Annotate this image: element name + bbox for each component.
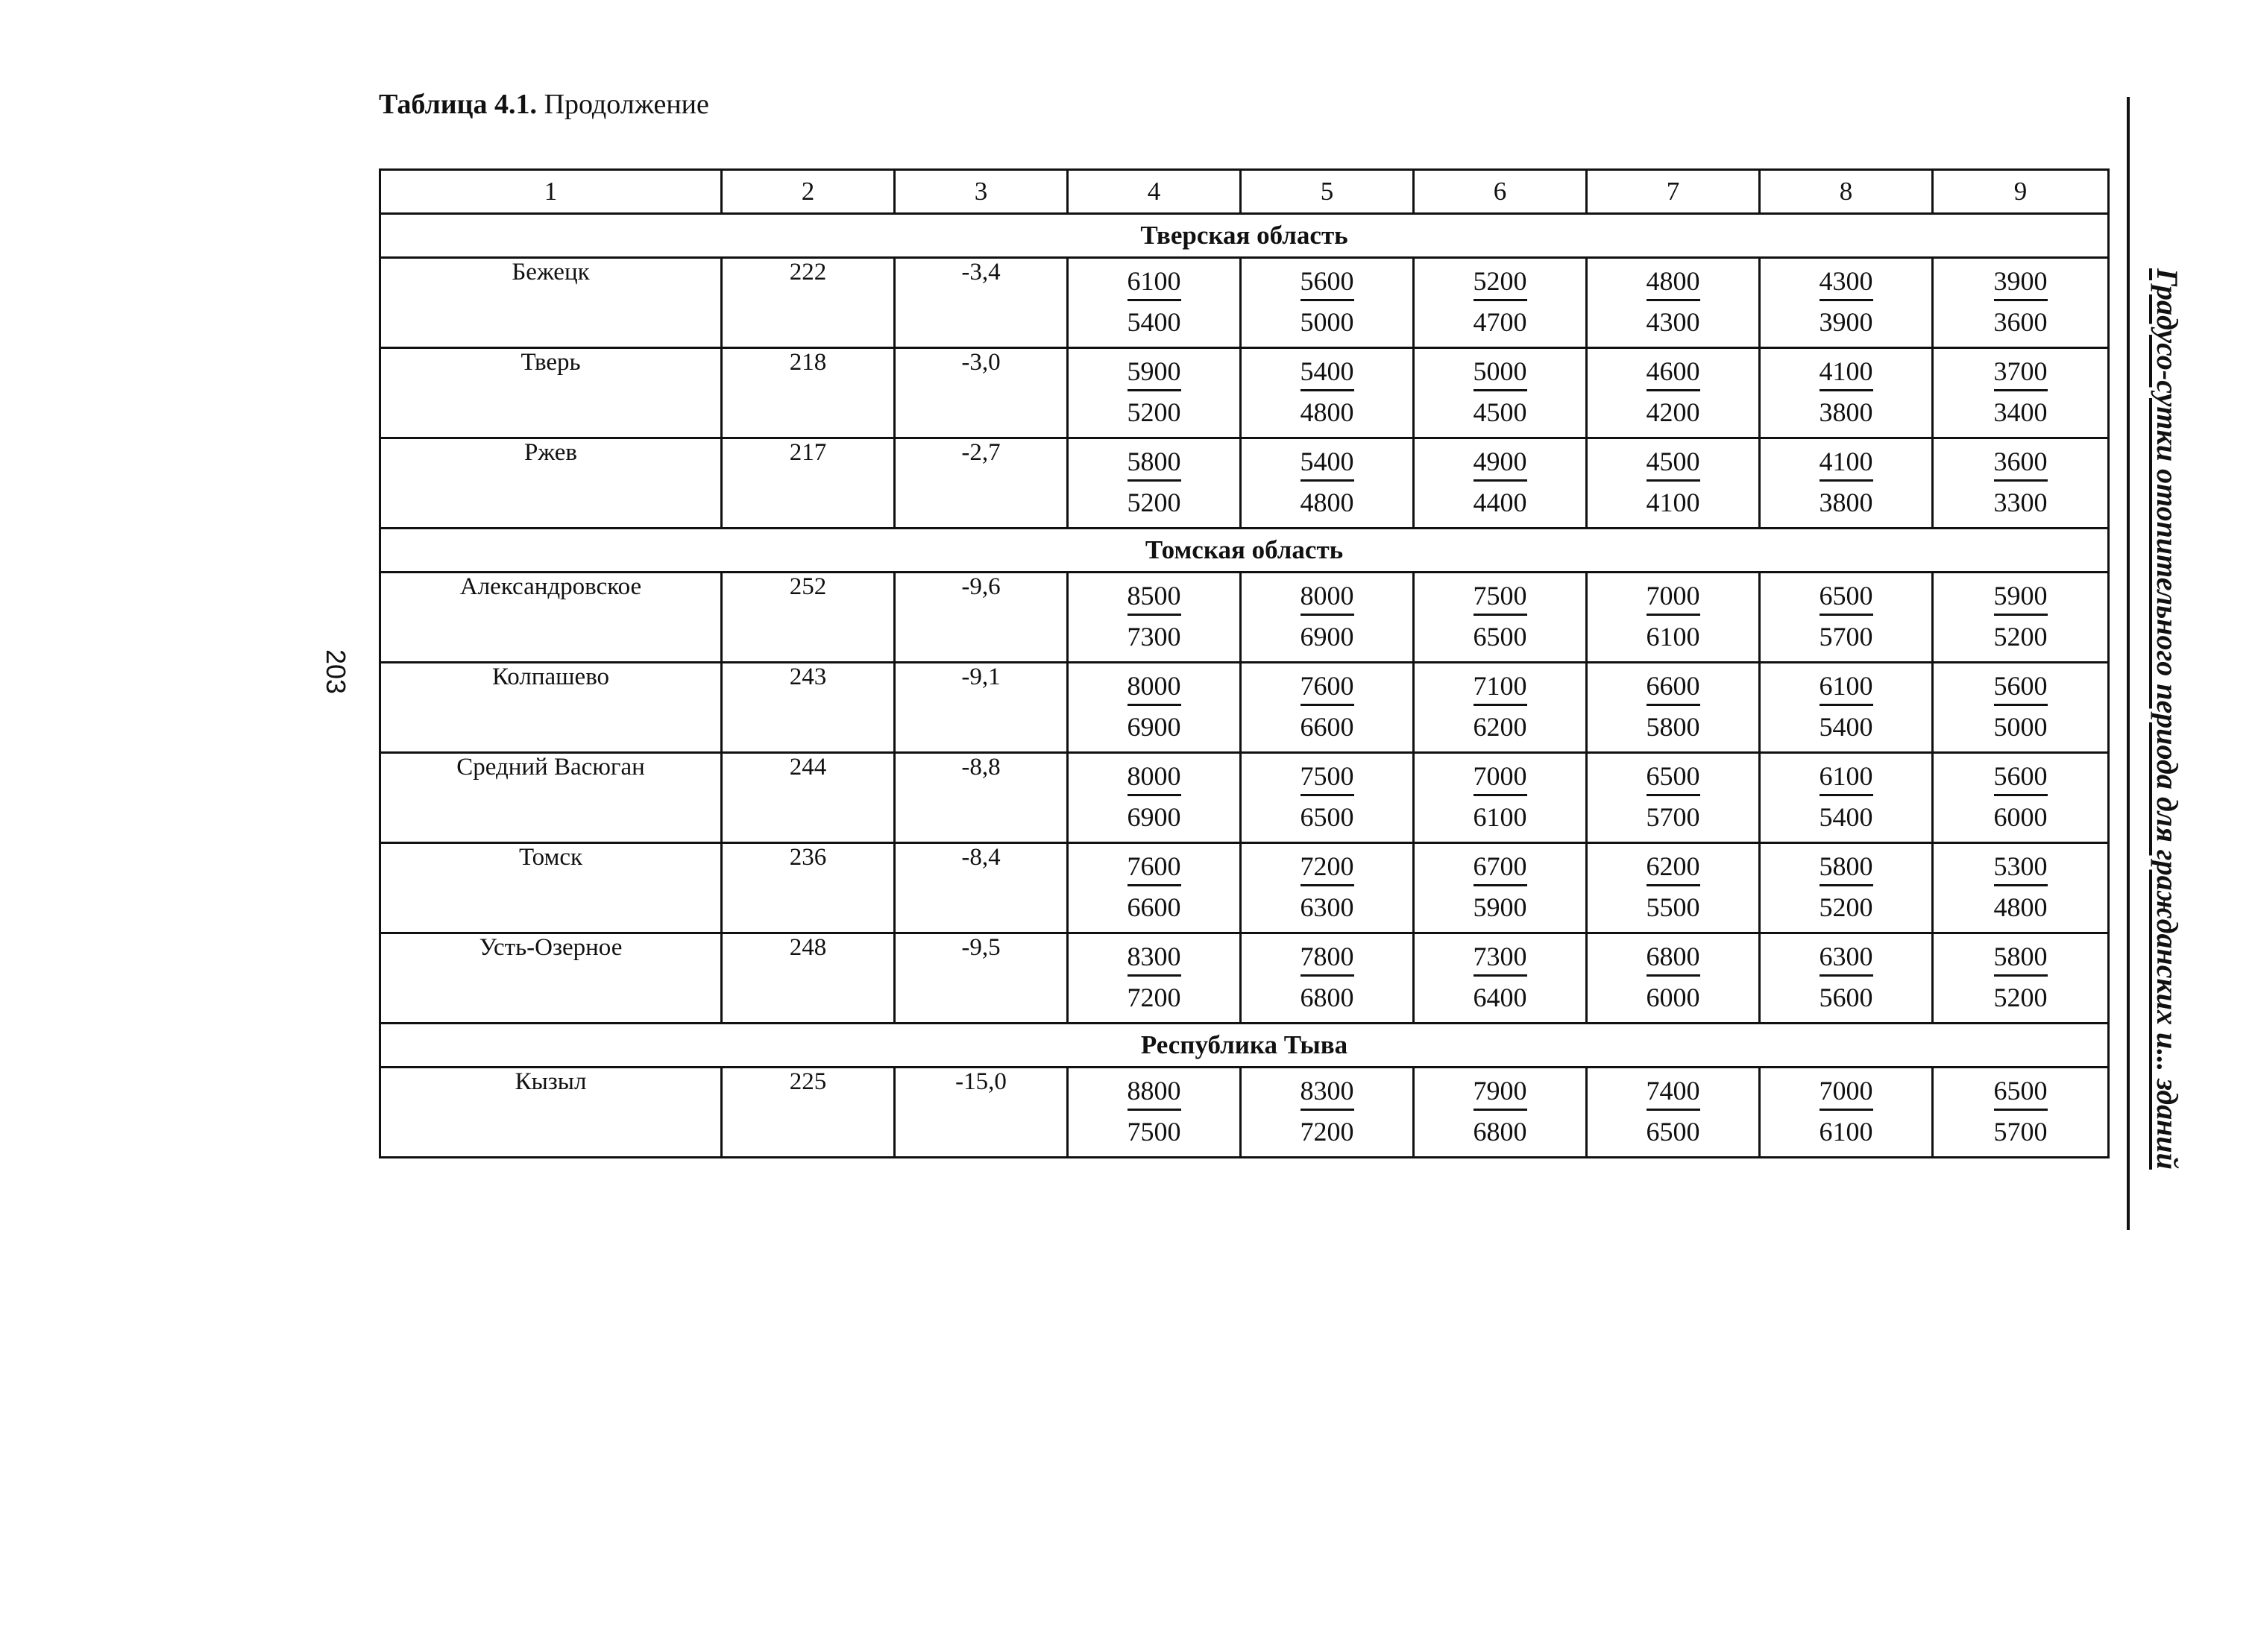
numerator-value: 4600	[1647, 358, 1700, 391]
denominator-value: 6800	[1473, 1117, 1527, 1147]
degree-days-cell	[1414, 438, 1587, 529]
fraction	[1301, 763, 1354, 830]
degree-days-cell	[1068, 663, 1241, 753]
denominator-value: 5500	[1646, 892, 1700, 922]
numerator-value: 6100	[1128, 268, 1181, 301]
heating-period-days: 225	[722, 1068, 895, 1158]
degree-days-cell	[1241, 348, 1414, 438]
region-name: Томская область	[380, 529, 2109, 573]
table-row	[380, 258, 2109, 348]
degree-days-cell	[1760, 843, 1933, 933]
mean-temperature: -15,0	[895, 1068, 1068, 1158]
degree-days-cell	[1414, 663, 1587, 753]
numerator-value: 4900	[1474, 448, 1527, 482]
numerator-value: 6500	[1994, 1077, 2048, 1111]
numerator-value: 7300	[1474, 943, 1527, 977]
denominator-value: 6300	[1300, 892, 1354, 922]
degree-days-cell	[1587, 348, 1760, 438]
denominator-value: 4500	[1473, 397, 1527, 427]
fraction	[1301, 582, 1354, 650]
degree-days-cell	[1414, 933, 1587, 1024]
denominator-value: 5900	[1473, 892, 1527, 922]
denominator-value: 6900	[1127, 712, 1181, 742]
region-name: Тверская область	[380, 214, 2109, 258]
column-number-row	[380, 170, 2109, 214]
numerator-value: 5600	[1994, 763, 2048, 796]
degree-days-cell	[1241, 843, 1414, 933]
fraction	[1820, 582, 1873, 650]
fraction	[1301, 853, 1354, 921]
numerator-value: 3700	[1994, 358, 2048, 391]
degree-days-cell	[1241, 753, 1414, 843]
denominator-value: 4200	[1646, 397, 1700, 427]
fraction	[1474, 268, 1527, 335]
city-name: Колпашево	[380, 663, 722, 753]
table-row	[380, 843, 2109, 933]
table-row	[380, 573, 2109, 663]
numerator-value: 4300	[1820, 268, 1873, 301]
fraction	[1647, 763, 1700, 830]
denominator-value: 6200	[1473, 712, 1527, 742]
heating-period-days: 243	[722, 663, 895, 753]
numerator-value: 6100	[1820, 672, 1873, 706]
denominator-value: 3900	[1819, 307, 1873, 337]
denominator-value: 5000	[1300, 307, 1354, 337]
denominator-value: 5700	[1646, 802, 1700, 832]
side-rule	[2127, 97, 2130, 1230]
degree-days-cell	[1241, 438, 1414, 529]
denominator-value: 4800	[1993, 892, 2048, 922]
fraction	[1994, 943, 2048, 1011]
numerator-value: 4100	[1820, 448, 1873, 482]
fraction	[1647, 268, 1700, 335]
denominator-value: 5700	[1993, 1117, 2048, 1147]
numerator-value: 5400	[1301, 358, 1354, 391]
city-name: Ржев	[380, 438, 722, 529]
numerator-value: 5400	[1301, 448, 1354, 482]
numerator-value: 5800	[1128, 448, 1181, 482]
numerator-value: 7600	[1128, 853, 1181, 886]
numerator-value: 5600	[1994, 672, 2048, 706]
column-number: 2	[722, 170, 895, 214]
degree-days-cell	[1241, 933, 1414, 1024]
denominator-value: 6000	[1993, 802, 2048, 832]
fraction	[1301, 943, 1354, 1011]
fraction	[1128, 943, 1181, 1011]
fraction	[1128, 763, 1181, 830]
degree-days-cell	[1241, 573, 1414, 663]
caption-continuation: Продолжение	[537, 89, 709, 120]
degree-days-cell	[1068, 348, 1241, 438]
numerator-value: 7600	[1301, 672, 1354, 706]
fraction	[1994, 1077, 2048, 1145]
degree-days-cell	[1068, 933, 1241, 1024]
column-number: 4	[1068, 170, 1241, 214]
fraction	[1994, 268, 2048, 335]
denominator-value: 6500	[1646, 1117, 1700, 1147]
mean-temperature: -3,4	[895, 258, 1068, 348]
denominator-value: 3300	[1993, 488, 2048, 517]
numerator-value: 5900	[1128, 358, 1181, 391]
numerator-value: 8800	[1128, 1077, 1181, 1111]
fraction	[1301, 358, 1354, 426]
degree-days-cell	[1933, 438, 2109, 529]
degree-days-cell	[1241, 258, 1414, 348]
fraction	[1301, 268, 1354, 335]
city-name: Тверь	[380, 348, 722, 438]
fraction	[1301, 1077, 1354, 1145]
degree-days-cell	[1587, 933, 1760, 1024]
fraction	[1820, 448, 1873, 516]
numerator-value: 3900	[1994, 268, 2048, 301]
denominator-value: 6600	[1127, 892, 1181, 922]
fraction	[1647, 582, 1700, 650]
fraction	[1647, 358, 1700, 426]
denominator-value: 6600	[1300, 712, 1354, 742]
numerator-value: 7000	[1474, 763, 1527, 796]
denominator-value: 5400	[1819, 802, 1873, 832]
numerator-value: 7000	[1820, 1077, 1873, 1111]
numerator-value: 5200	[1474, 268, 1527, 301]
numerator-value: 7100	[1474, 672, 1527, 706]
denominator-value: 7300	[1127, 622, 1181, 652]
degree-days-cell	[1760, 753, 1933, 843]
page-number: 203	[321, 649, 351, 695]
fraction	[1474, 853, 1527, 921]
denominator-value: 6400	[1473, 983, 1527, 1012]
denominator-value: 6100	[1473, 802, 1527, 832]
degree-days-cell	[1933, 258, 2109, 348]
numerator-value: 5900	[1994, 582, 2048, 616]
denominator-value: 3600	[1993, 307, 2048, 337]
numerator-value: 7000	[1647, 582, 1700, 616]
degree-days-cell	[1760, 933, 1933, 1024]
city-name: Средний Васюган	[380, 753, 722, 843]
running-head: Градусо-сутки отопительного периода для гражданских и... зданий	[2151, 268, 2184, 1170]
numerator-value: 8000	[1301, 582, 1354, 616]
degree-days-cell	[1068, 258, 1241, 348]
city-name: Бежецк	[380, 258, 722, 348]
fraction	[1647, 448, 1700, 516]
denominator-value: 5700	[1819, 622, 1873, 652]
numerator-value: 6300	[1820, 943, 1873, 977]
table-row	[380, 438, 2109, 529]
degree-days-cell	[1933, 933, 2109, 1024]
degree-days-cell	[1760, 573, 1933, 663]
denominator-value: 5200	[1127, 397, 1181, 427]
fraction	[1647, 672, 1700, 740]
fraction	[1474, 448, 1527, 516]
degree-days-cell	[1587, 843, 1760, 933]
fraction	[1128, 358, 1181, 426]
degree-days-cell	[1241, 1068, 1414, 1158]
degree-days-cell	[1587, 1068, 1760, 1158]
column-number: 5	[1241, 170, 1414, 214]
fraction	[1474, 1077, 1527, 1145]
numerator-value: 6500	[1820, 582, 1873, 616]
table-body	[380, 170, 2109, 1158]
numerator-value: 8000	[1128, 763, 1181, 796]
denominator-value: 5000	[1993, 712, 2048, 742]
numerator-value: 5800	[1994, 943, 2048, 977]
city-name: Усть-Озерное	[380, 933, 722, 1024]
fraction	[1994, 853, 2048, 921]
fraction	[1301, 672, 1354, 740]
heating-period-days: 218	[722, 348, 895, 438]
heating-period-days: 217	[722, 438, 895, 529]
region-header-row	[380, 529, 2109, 573]
degree-days-cell	[1068, 438, 1241, 529]
degree-days-cell	[1587, 663, 1760, 753]
degree-days-cell	[1933, 1068, 2109, 1158]
degree-days-cell	[1414, 1068, 1587, 1158]
mean-temperature: -9,6	[895, 573, 1068, 663]
fraction	[1820, 358, 1873, 426]
numerator-value: 8300	[1128, 943, 1181, 977]
degree-days-cell	[1760, 1068, 1933, 1158]
fraction	[1994, 448, 2048, 516]
fraction	[1820, 268, 1873, 335]
data-table	[379, 168, 2110, 1158]
mean-temperature: -3,0	[895, 348, 1068, 438]
denominator-value: 6500	[1300, 802, 1354, 832]
numerator-value: 8000	[1128, 672, 1181, 706]
city-name: Кызыл	[380, 1068, 722, 1158]
denominator-value: 3800	[1819, 397, 1873, 427]
column-number: 6	[1414, 170, 1587, 214]
denominator-value: 6100	[1646, 622, 1700, 652]
table-row	[380, 663, 2109, 753]
degree-days-cell	[1068, 573, 1241, 663]
denominator-value: 7200	[1300, 1117, 1354, 1147]
degree-days-cell	[1414, 573, 1587, 663]
numerator-value: 7400	[1647, 1077, 1700, 1111]
denominator-value: 5200	[1993, 622, 2048, 652]
fraction	[1820, 672, 1873, 740]
table-row	[380, 933, 2109, 1024]
degree-days-cell	[1587, 573, 1760, 663]
degree-days-cell	[1241, 663, 1414, 753]
denominator-value: 7200	[1127, 983, 1181, 1012]
fraction	[1820, 763, 1873, 830]
denominator-value: 4700	[1473, 307, 1527, 337]
heating-period-days: 252	[722, 573, 895, 663]
fraction	[1474, 672, 1527, 740]
numerator-value: 8300	[1301, 1077, 1354, 1111]
denominator-value: 6800	[1300, 983, 1354, 1012]
fraction	[1301, 448, 1354, 516]
numerator-value: 7800	[1301, 943, 1354, 977]
column-number: 1	[380, 170, 722, 214]
numerator-value: 5800	[1820, 853, 1873, 886]
heating-period-days: 222	[722, 258, 895, 348]
denominator-value: 5600	[1819, 983, 1873, 1012]
mean-temperature: -8,4	[895, 843, 1068, 933]
numerator-value: 7900	[1474, 1077, 1527, 1111]
region-header-row	[380, 1024, 2109, 1068]
denominator-value: 3400	[1993, 397, 2048, 427]
heating-period-days: 236	[722, 843, 895, 933]
degree-days-cell	[1933, 573, 2109, 663]
numerator-value: 7200	[1301, 853, 1354, 886]
mean-temperature: -2,7	[895, 438, 1068, 529]
degree-days-cell	[1933, 663, 2109, 753]
numerator-value: 4500	[1647, 448, 1700, 482]
denominator-value: 5400	[1127, 307, 1181, 337]
numerator-value: 8500	[1128, 582, 1181, 616]
denominator-value: 4100	[1646, 488, 1700, 517]
city-name: Томск	[380, 843, 722, 933]
numerator-value: 4100	[1820, 358, 1873, 391]
fraction	[1474, 582, 1527, 650]
denominator-value: 5800	[1646, 712, 1700, 742]
numerator-value: 6500	[1647, 763, 1700, 796]
denominator-value: 6900	[1127, 802, 1181, 832]
table-caption	[379, 88, 709, 121]
denominator-value: 5200	[1127, 488, 1181, 517]
numerator-value: 5300	[1994, 853, 2048, 886]
denominator-value: 4800	[1300, 397, 1354, 427]
numerator-value: 6700	[1474, 853, 1527, 886]
fraction	[1994, 672, 2048, 740]
degree-days-cell	[1068, 753, 1241, 843]
denominator-value: 4400	[1473, 488, 1527, 517]
degree-days-cell	[1760, 663, 1933, 753]
denominator-value: 3800	[1819, 488, 1873, 517]
degree-days-cell	[1414, 843, 1587, 933]
denominator-value: 6900	[1300, 622, 1354, 652]
fraction	[1820, 1077, 1873, 1145]
denominator-value: 5400	[1819, 712, 1873, 742]
heating-period-days: 244	[722, 753, 895, 843]
fraction	[1994, 358, 2048, 426]
fraction	[1128, 582, 1181, 650]
denominator-value: 6000	[1646, 983, 1700, 1012]
caption-label: Таблица 4.1.	[379, 89, 538, 120]
column-number: 3	[895, 170, 1068, 214]
fraction	[1128, 268, 1181, 335]
fraction	[1647, 943, 1700, 1011]
column-number: 7	[1587, 170, 1760, 214]
degree-days-cell	[1414, 753, 1587, 843]
region-name: Республика Тыва	[380, 1024, 2109, 1068]
mean-temperature: -9,1	[895, 663, 1068, 753]
degree-days-cell	[1760, 438, 1933, 529]
numerator-value: 3600	[1994, 448, 2048, 482]
denominator-value: 4300	[1646, 307, 1700, 337]
degree-days-cell	[1068, 843, 1241, 933]
numerator-value: 5000	[1474, 358, 1527, 391]
degree-days-cell	[1587, 258, 1760, 348]
denominator-value: 6100	[1819, 1117, 1873, 1147]
fraction	[1994, 763, 2048, 830]
fraction	[1128, 1077, 1181, 1145]
fraction	[1474, 763, 1527, 830]
degree-days-cell	[1933, 348, 2109, 438]
denominator-value: 5200	[1993, 983, 2048, 1012]
denominator-value: 4800	[1300, 488, 1354, 517]
denominator-value: 6500	[1473, 622, 1527, 652]
column-number: 8	[1760, 170, 1933, 214]
denominator-value: 7500	[1127, 1117, 1181, 1147]
fraction	[1474, 358, 1527, 426]
column-number: 9	[1933, 170, 2109, 214]
degree-days-cell	[1414, 348, 1587, 438]
fraction	[1474, 943, 1527, 1011]
numerator-value: 5600	[1301, 268, 1354, 301]
table-row	[380, 753, 2109, 843]
table-row	[380, 348, 2109, 438]
numerator-value: 7500	[1301, 763, 1354, 796]
numerator-value: 6800	[1647, 943, 1700, 977]
fraction	[1128, 672, 1181, 740]
degree-days-cell	[1760, 348, 1933, 438]
region-header-row	[380, 214, 2109, 258]
degree-days-cell	[1414, 258, 1587, 348]
fraction	[1647, 853, 1700, 921]
city-name: Александровское	[380, 573, 722, 663]
fraction	[1128, 853, 1181, 921]
mean-temperature: -9,5	[895, 933, 1068, 1024]
fraction	[1820, 853, 1873, 921]
degree-days-cell	[1068, 1068, 1241, 1158]
fraction	[1647, 1077, 1700, 1145]
degree-days-cell	[1933, 753, 2109, 843]
degree-days-cell	[1760, 258, 1933, 348]
numerator-value: 4800	[1647, 268, 1700, 301]
numerator-value: 6200	[1647, 853, 1700, 886]
numerator-value: 7500	[1474, 582, 1527, 616]
numerator-value: 6600	[1647, 672, 1700, 706]
degree-days-cell	[1933, 843, 2109, 933]
fraction	[1994, 582, 2048, 650]
table-row	[380, 1068, 2109, 1158]
numerator-value: 6100	[1820, 763, 1873, 796]
denominator-value: 5200	[1819, 892, 1873, 922]
fraction	[1820, 943, 1873, 1011]
mean-temperature: -8,8	[895, 753, 1068, 843]
degree-days-cell	[1587, 753, 1760, 843]
degree-days-cell	[1587, 438, 1760, 529]
fraction	[1128, 448, 1181, 516]
heating-period-days: 248	[722, 933, 895, 1024]
